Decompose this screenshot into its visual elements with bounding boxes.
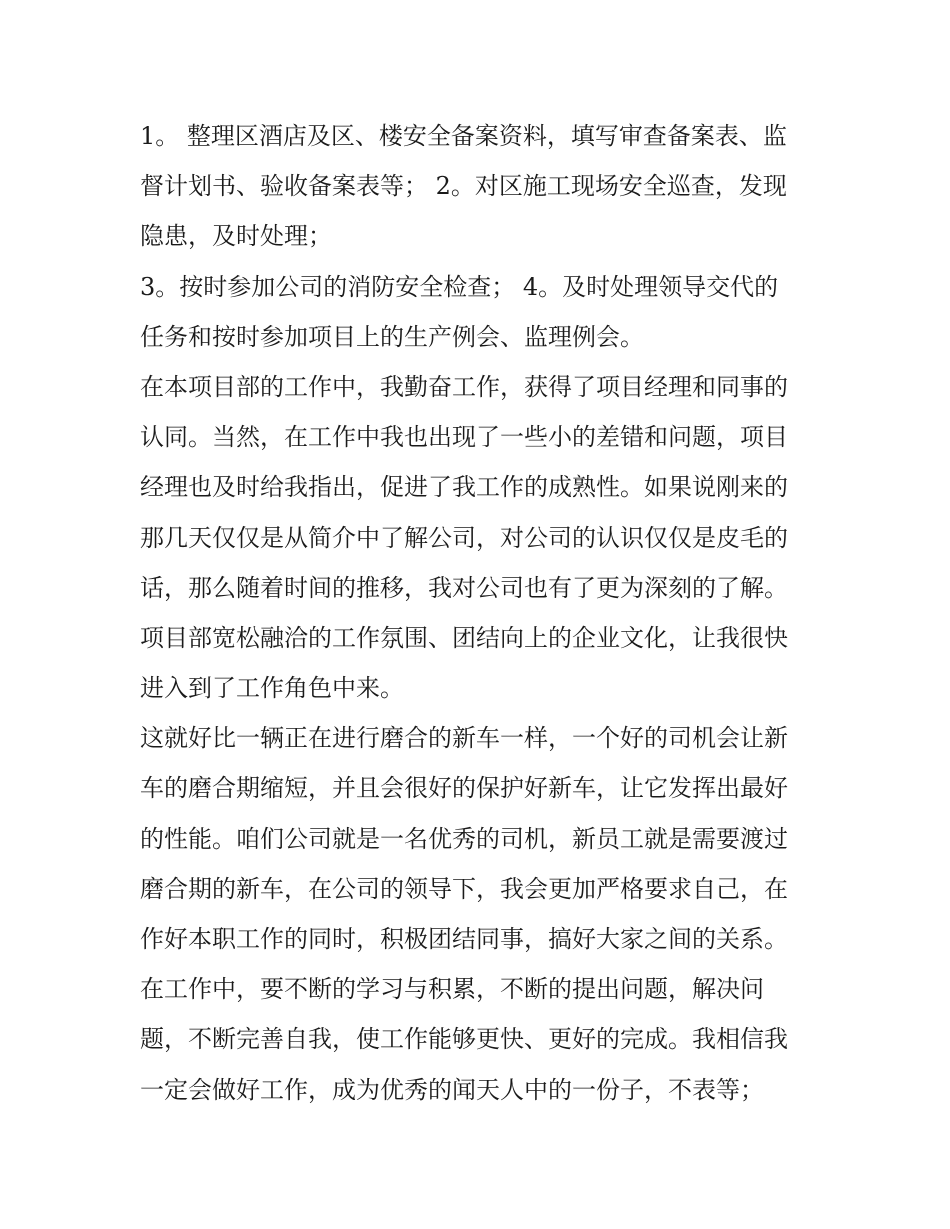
text-line: 题，不断完善自我，使工作能够更快、更好的完成。我相信我 — [140, 1025, 788, 1054]
text-line: 的性能。咱们公司就是一名优秀的司机，新员工就是需要渡过 — [140, 824, 788, 853]
text-line: 任务和按时参加项目上的生产例会、监理例会。 — [140, 322, 644, 351]
text-line: 这就好比一辆正在进行磨合的新车一样，一个好的司机会让新 — [140, 724, 788, 753]
document-body — [140, 111, 820, 1115]
text-line: 磨合期的新车，在公司的领导下，我会更加严格要求自己，在 — [140, 874, 788, 903]
text-line: 认同。当然，在工作中我也出现了一些小的差错和问题，项目 — [140, 423, 788, 452]
text-line: 项目部宽松融洽的工作氛围、团结向上的企业文化，让我很快 — [140, 623, 788, 652]
text-line: 督计划书、验收备案表等； 2。对区施工现场安全巡查，发现 — [140, 172, 787, 201]
text-line: 隐患，及时处理； — [140, 222, 332, 251]
text-line: 经理也及时给我指出，促进了我工作的成熟性。如果说刚来的 — [140, 473, 788, 502]
text-line: 那几天仅仅是从简介中了解公司，对公司的认识仅仅是皮毛的 — [140, 523, 788, 552]
text-line: 话，那么随着时间的推移，我对公司也有了更为深刻的了解。 — [140, 573, 788, 602]
text-line: 一定会做好工作，成为优秀的闻天人中的一份子，不表等； — [140, 1075, 764, 1104]
text-line: 进入到了工作角色中来。 — [140, 674, 404, 703]
text-line: 1。 整理区酒店及区、楼安全备案资料，填写审查备案表、监 — [140, 122, 787, 150]
text-line: 车的磨合期缩短，并且会很好的保护好新车，让它发挥出最好 — [140, 774, 788, 803]
text-line: 作好本职工作的同时，积极团结同事，搞好大家之间的关系。 — [140, 925, 788, 953]
text-line: 3。按时参加公司的消防安全检查； 4。及时处理领导交代的 — [140, 272, 779, 301]
text-line: 在本项目部的工作中，我勤奋工作，获得了项目经理和同事的 — [140, 372, 788, 401]
text-line: 在工作中，要不断的学习与积累，不断的提出问题，解决问 — [140, 975, 764, 1004]
